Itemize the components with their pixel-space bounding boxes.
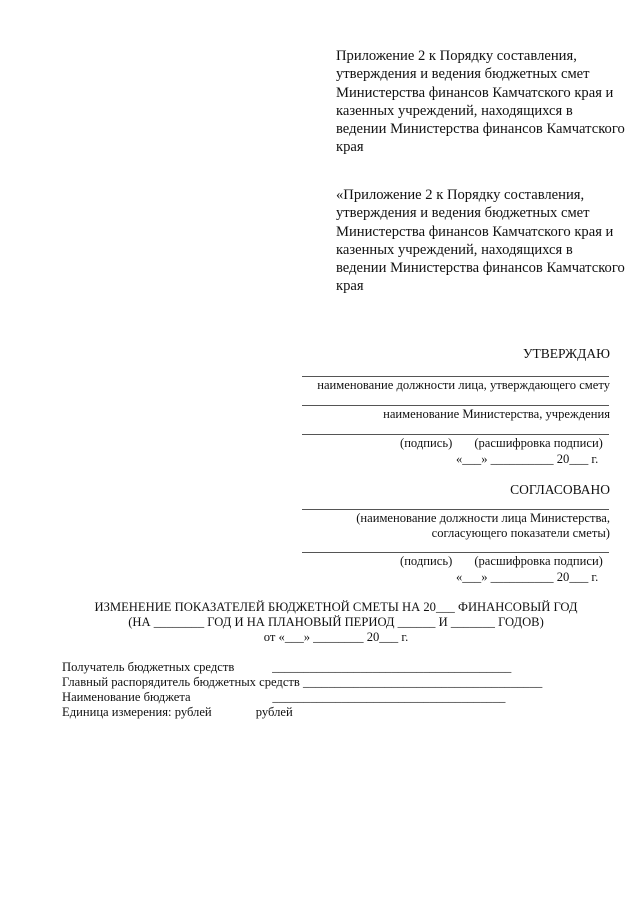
- agree-position-caption-2: согласующего показатели сметы): [431, 526, 610, 540]
- unit-field: Единица измерения: рублей рублей: [62, 705, 293, 719]
- org-line: [302, 405, 609, 406]
- position-line: [302, 376, 609, 377]
- signature-caption: (подпись) (расшифровка подписи): [400, 436, 603, 450]
- agree-signature-line: [302, 552, 609, 553]
- appendix-header: Приложение 2 к Порядку составления, утверждения и ведения бюджетных смет Министерства финансов Камчатского края и казенных учреждений, находящихся в ведении Министерства финансов Камчатского края: [336, 48, 625, 156]
- agree-position-line: [302, 509, 609, 510]
- document-title: ИЗМЕНЕНИЕ ПОКАЗАТЕЛЕЙ БЮДЖЕТНОЙ СМЕТЫ НА 20___ ФИНАНСОВЫЙ ГОД: [94, 600, 578, 614]
- appendix-header-quoted: «Приложение 2 к Порядку составления, утверждения и ведения бюджетных смет Министерства финансов Камчатского края и казенных учреждений, находящихся в ведении Министерства финансов Камчатского края: [336, 187, 625, 295]
- agree-signature-caption: (подпись) (расшифровка подписи): [400, 554, 603, 568]
- budget-name-field: Наименование бюджета _____________________________________: [62, 690, 506, 704]
- org-caption: наименование Министерства, учреждения: [383, 407, 610, 421]
- position-caption: наименование должности лица, утверждающего смету: [317, 378, 610, 392]
- main-manager-field: Главный распорядитель бюджетных средств ______________________________________: [62, 675, 543, 689]
- document-date: от «___» ________ 20___ г.: [263, 630, 409, 644]
- document-subtitle: (НА ________ ГОД И НА ПЛАНОВЫЙ ПЕРИОД ______ И _______ ГОДОВ): [128, 615, 544, 629]
- approve-date: «___» __________ 20___ г.: [456, 452, 599, 466]
- approve-heading: УТВЕРЖДАЮ: [522, 346, 610, 361]
- agree-position-caption-1: (наименование должности лица Министерства,: [356, 511, 610, 525]
- agree-heading: СОГЛАСОВАНО: [510, 482, 610, 497]
- recipient-field: Получатель бюджетных средств ______________________________________: [62, 660, 512, 674]
- signature-line: [302, 434, 609, 435]
- agree-date: «___» __________ 20___ г.: [456, 570, 599, 584]
